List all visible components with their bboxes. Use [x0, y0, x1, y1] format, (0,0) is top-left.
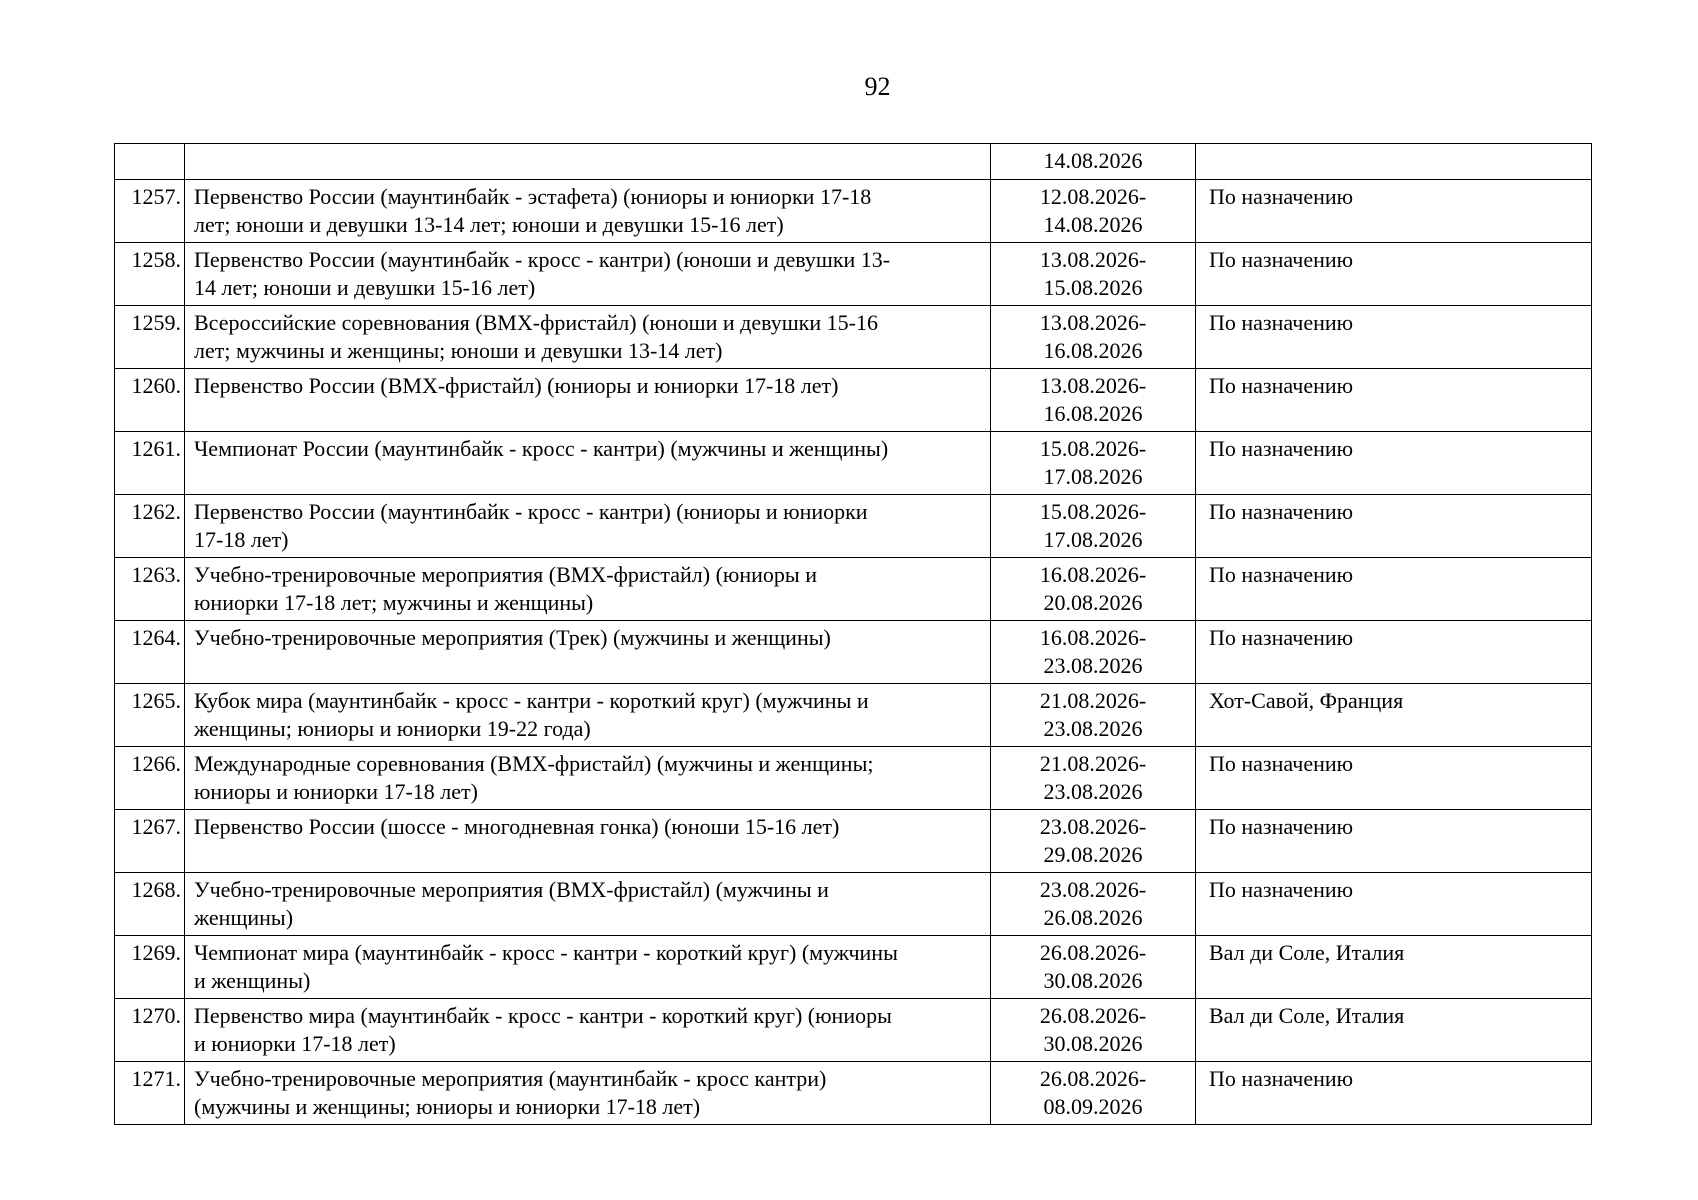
event-place: По назначению [1196, 1062, 1592, 1125]
event-place: Хот-Савой, Франция [1196, 684, 1592, 747]
event-start-date: 23.08.2026- [1039, 814, 1147, 839]
event-dates [991, 1062, 1196, 1125]
event-name-line: Международные соревнования (ВМХ-фристайл) (мужчины и женщины; [194, 751, 874, 776]
event-dates [991, 432, 1196, 495]
event-start-date: 26.08.2026- [1039, 1003, 1147, 1028]
event-number: 1265. [115, 684, 185, 747]
table-row [115, 558, 1592, 621]
event-place: Вал ди Соле, Италия [1196, 999, 1592, 1062]
event-start-date: 16.08.2026- [1039, 625, 1147, 650]
table-row [115, 1062, 1592, 1125]
event-end-date: 14.08.2026 [1043, 148, 1143, 173]
event-dates [991, 621, 1196, 684]
table-row [115, 747, 1592, 810]
event-dates [991, 369, 1196, 432]
event-start-date: 12.08.2026- [1039, 184, 1147, 209]
event-dates [991, 873, 1196, 936]
event-dates [991, 999, 1196, 1062]
event-name-line: Первенство России (маунтинбайк - кросс - кантри) (юниоры и юниорки [194, 499, 868, 524]
event-end-date: 29.08.2026 [1043, 841, 1143, 867]
events-schedule-table [114, 143, 1592, 1125]
event-dates [991, 243, 1196, 306]
event-number [115, 144, 185, 180]
event-end-date: 17.08.2026 [1043, 526, 1143, 552]
event-name-line: Кубок мира (маунтинбайк - кросс - кантри - короткий круг) (мужчины и [194, 688, 869, 713]
event-place: По назначению [1196, 432, 1592, 495]
event-start-date: 15.08.2026- [1039, 499, 1147, 524]
event-name-line: Первенство мира (маунтинбайк - кросс - кантри - короткий круг) (юниоры [194, 1003, 892, 1028]
event-start-date: 13.08.2026- [1039, 373, 1147, 398]
table-row [115, 621, 1592, 684]
event-dates [991, 810, 1196, 873]
event-number: 1268. [115, 873, 185, 936]
event-dates [991, 180, 1196, 243]
event-name-line: Чемпионат России (маунтинбайк - кросс - кантри) (мужчины и женщины) [194, 436, 889, 461]
event-end-date: 26.08.2026 [1043, 904, 1143, 930]
event-place: По назначению [1196, 810, 1592, 873]
event-number: 1259. [115, 306, 185, 369]
event-name-line: Первенство России (шоссе - многодневная гонка) (юноши 15-16 лет) [194, 814, 840, 839]
event-number: 1258. [115, 243, 185, 306]
event-place: По назначению [1196, 747, 1592, 810]
event-place: По назначению [1196, 306, 1592, 369]
event-name-line: юниорки 17-18 лет; мужчины и женщины) [194, 589, 594, 615]
event-name [185, 810, 991, 873]
event-end-date: 08.09.2026 [1043, 1093, 1143, 1119]
event-dates [991, 306, 1196, 369]
event-start-date: 16.08.2026- [1039, 562, 1147, 587]
event-number: 1266. [115, 747, 185, 810]
event-end-date: 23.08.2026 [1043, 652, 1143, 678]
page-number: 92 [864, 72, 891, 101]
event-name [185, 495, 991, 558]
event-name [185, 432, 991, 495]
event-name-line: Первенство России (ВМХ-фристайл) (юниоры и юниорки 17-18 лет) [194, 373, 839, 398]
event-name [185, 243, 991, 306]
event-name [185, 558, 991, 621]
event-name [185, 144, 991, 180]
event-place: Вал ди Соле, Италия [1196, 936, 1592, 999]
event-name [185, 999, 991, 1062]
event-start-date: 13.08.2026- [1039, 310, 1147, 335]
event-end-date: 16.08.2026 [1043, 400, 1143, 426]
table-row [115, 180, 1592, 243]
event-name-line: и женщины) [194, 967, 311, 993]
event-start-date: 26.08.2026- [1039, 1066, 1147, 1091]
event-name-line: 14 лет; юноши и девушки 15-16 лет) [194, 274, 536, 300]
table-row [115, 684, 1592, 747]
event-name-line: лет; мужчины и женщины; юноши и девушки 13-14 лет) [194, 337, 723, 363]
event-name [185, 1062, 991, 1125]
event-name-line: юниоры и юниорки 17-18 лет) [194, 778, 478, 804]
event-number: 1267. [115, 810, 185, 873]
event-name-line: женщины) [194, 904, 294, 930]
event-dates [991, 495, 1196, 558]
event-name-line: Первенство России (маунтинбайк - кросс - кантри) (юноши и девушки 13- [194, 247, 891, 272]
event-number: 1264. [115, 621, 185, 684]
event-dates [991, 558, 1196, 621]
event-number: 1269. [115, 936, 185, 999]
event-name-line: и юниорки 17-18 лет) [194, 1030, 396, 1056]
event-name [185, 369, 991, 432]
event-number: 1257. [115, 180, 185, 243]
event-name-line: Учебно-тренировочные мероприятия (ВМХ-фристайл) (юниоры и [194, 562, 817, 587]
event-start-date: 26.08.2026- [1039, 940, 1147, 965]
event-name [185, 621, 991, 684]
event-start-date: 23.08.2026- [1039, 877, 1147, 902]
event-dates [991, 747, 1196, 810]
event-dates [991, 684, 1196, 747]
event-end-date: 20.08.2026 [1043, 589, 1143, 615]
event-start-date: 21.08.2026- [1039, 688, 1147, 713]
event-number: 1262. [115, 495, 185, 558]
event-end-date: 15.08.2026 [1043, 274, 1143, 300]
event-name-line: Чемпионат мира (маунтинбайк - кросс - кантри - короткий круг) (мужчины [194, 940, 898, 965]
table-row [115, 432, 1592, 495]
event-place: По назначению [1196, 369, 1592, 432]
event-number: 1261. [115, 432, 185, 495]
event-name [185, 747, 991, 810]
event-end-date: 17.08.2026 [1043, 463, 1143, 489]
table-row [115, 495, 1592, 558]
event-name [185, 873, 991, 936]
table-row [115, 999, 1592, 1062]
event-place [1196, 144, 1592, 180]
event-dates [991, 144, 1196, 180]
table-row [115, 306, 1592, 369]
table-row [115, 810, 1592, 873]
event-name-line: (мужчины и женщины; юниоры и юниорки 17-18 лет) [194, 1093, 701, 1119]
event-end-date: 16.08.2026 [1043, 337, 1143, 363]
event-end-date: 14.08.2026 [1043, 211, 1143, 237]
event-name-line: Всероссийские соревнования (ВМХ-фристайл) (юноши и девушки 15-16 [194, 310, 878, 335]
event-dates [991, 936, 1196, 999]
table-row [115, 369, 1592, 432]
schedule-table-body [115, 144, 1592, 1125]
event-number: 1271. [115, 1062, 185, 1125]
event-place: По назначению [1196, 558, 1592, 621]
table-row [115, 936, 1592, 999]
continuation-row [115, 144, 1592, 180]
event-name-line: Учебно-тренировочные мероприятия (Трек) (мужчины и женщины) [194, 625, 831, 650]
event-end-date: 23.08.2026 [1043, 778, 1143, 804]
event-name-line: 17-18 лет) [194, 526, 289, 552]
event-number: 1260. [115, 369, 185, 432]
table-row [115, 243, 1592, 306]
event-place: По назначению [1196, 180, 1592, 243]
event-name [185, 684, 991, 747]
event-start-date: 21.08.2026- [1039, 751, 1147, 776]
event-end-date: 23.08.2026 [1043, 715, 1143, 741]
event-end-date: 30.08.2026 [1043, 967, 1143, 993]
event-name-line: Первенство России (маунтинбайк - эстафета) (юниоры и юниорки 17-18 [194, 184, 872, 209]
event-name [185, 306, 991, 369]
event-end-date: 30.08.2026 [1043, 1030, 1143, 1056]
event-name-line: лет; юноши и девушки 13-14 лет; юноши и девушки 15-16 лет) [194, 211, 784, 237]
event-place: По назначению [1196, 621, 1592, 684]
table-row [115, 873, 1592, 936]
event-place: По назначению [1196, 495, 1592, 558]
event-name [185, 936, 991, 999]
event-place: По назначению [1196, 873, 1592, 936]
event-number: 1263. [115, 558, 185, 621]
event-name-line: Учебно-тренировочные мероприятия (маунтинбайк - кросс кантри) [194, 1066, 827, 1091]
event-start-date: 13.08.2026- [1039, 247, 1147, 272]
event-start-date: 15.08.2026- [1039, 436, 1147, 461]
event-number: 1270. [115, 999, 185, 1062]
event-name-line: женщины; юниоры и юниорки 19-22 года) [194, 715, 591, 741]
event-place: По назначению [1196, 243, 1592, 306]
event-name-line: Учебно-тренировочные мероприятия (ВМХ-фристайл) (мужчины и [194, 877, 829, 902]
event-name [185, 180, 991, 243]
